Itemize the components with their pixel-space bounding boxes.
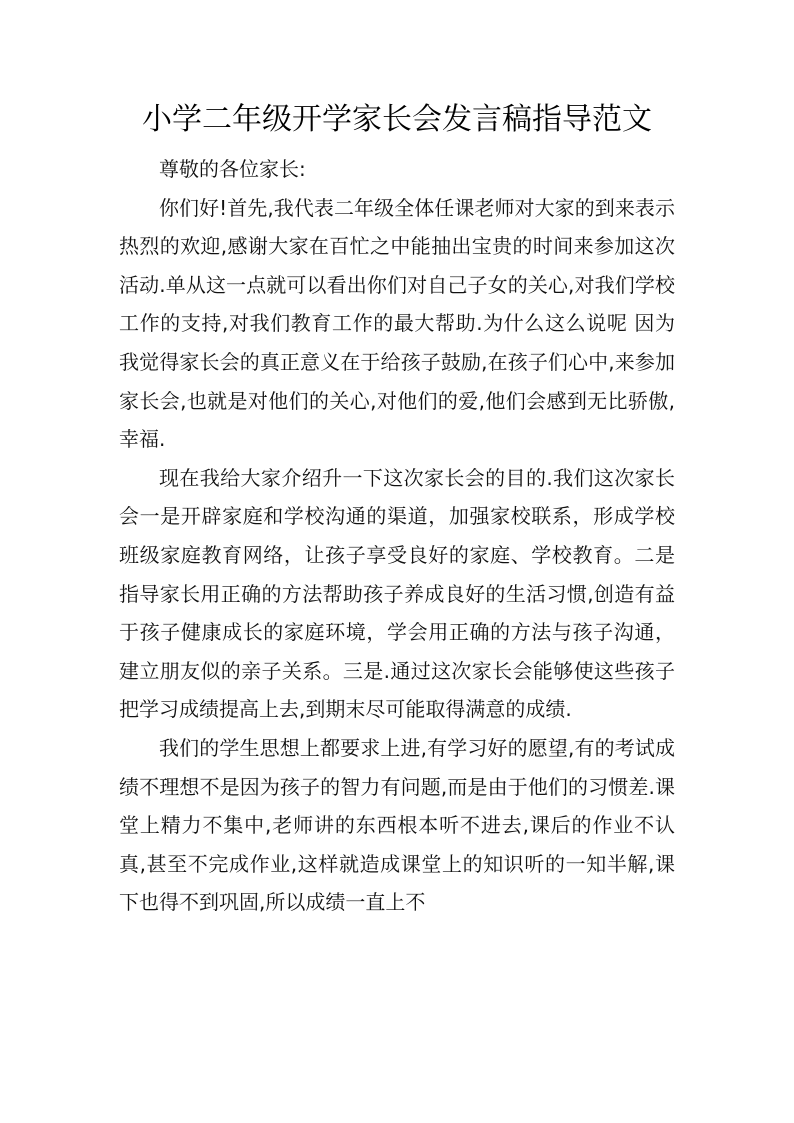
document-body <box>119 150 675 922</box>
paragraph-1: 你们好!首先,我代表二年级全体任课老师对大家的到来表示热烈的欢迎,感谢大家在百忙之中能抽出宝贵的时间来参加这次活动.单从这一点就可以看出你们对自己子女的关心,对我们学校工作的支持,对我们教育工作的最大帮助.为什么这么说呢 因为我觉得家长会的真正意义在于给孩子鼓励,在孩子们心中,来参加家长会,也就是对他们的关心,对他们的爱,他们会感到无比骄傲,幸福. <box>119 195 675 452</box>
paragraph-2: 现在我给大家介绍升一下这次家长会的目的.我们这次家长会一是开辟家庭和学校沟通的渠道，加强家校联系，形成学校班级家庭教育网络，让孩子享受良好的家庭、学校教育。二是指导家长用正确的方法帮助孩子养成良好的生活习惯,创造有益于孩子健康成长的家庭环境，学会用正确的方法与孩子沟通，建立朋友似的亲子关系。三是.通过这次家长会能够使这些孩子把学习成绩提高上去,到期末尽可能取得满意的成绩. <box>119 465 675 722</box>
paragraph-3: 我们的学生思想上都要求上进,有学习好的愿望,有的考试成绩不理想不是因为孩子的智力有问题,而是由于他们的习惯差.课堂上精力不集中,老师讲的东西根本听不进去,课后的作业不认真,甚至不完成作业,这样就造成课堂上的知识听的一知半解,课下也得不到巩固,所以成绩一直上不 <box>119 735 675 915</box>
document-title: 小学二年级开学家长会发言稿指导范文 <box>142 102 652 137</box>
greeting-line: 尊敬的各位家长: <box>159 157 306 181</box>
